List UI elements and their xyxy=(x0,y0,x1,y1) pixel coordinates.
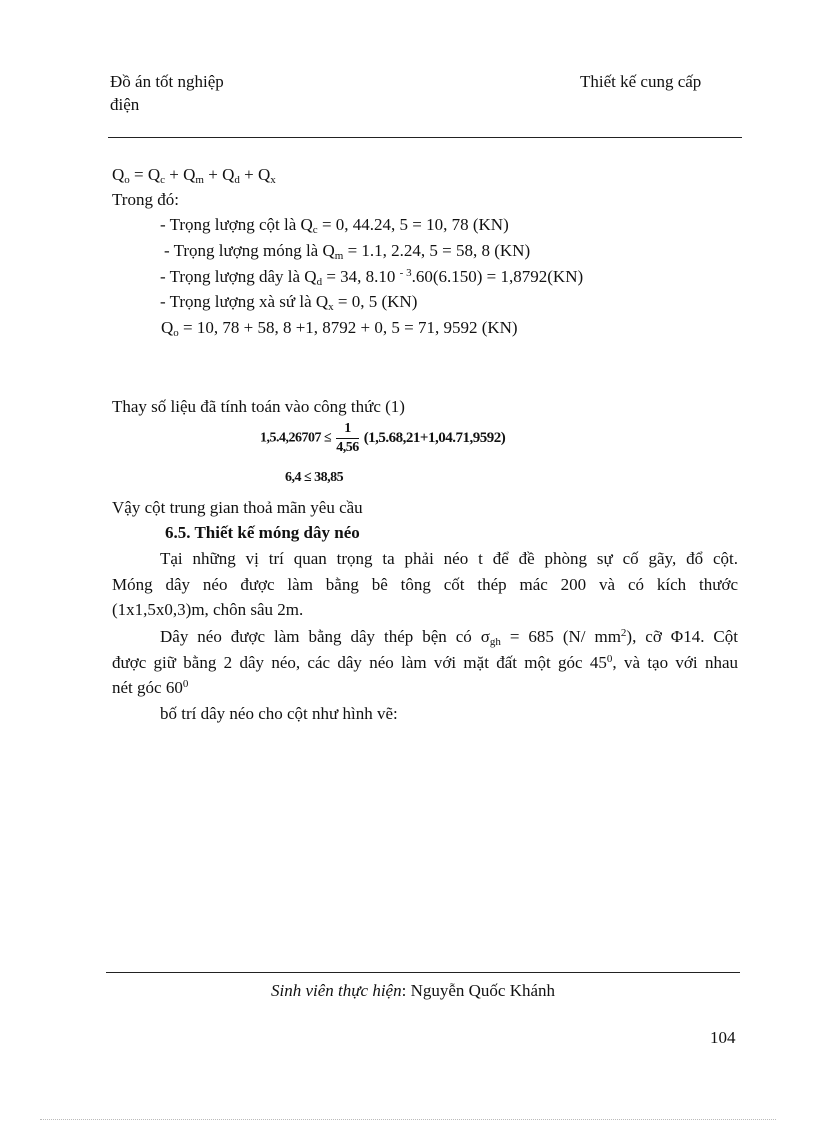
item-weight-pole: - Trọng lượng cột là $Q_c = 0$, 44.24, 5 = 10, 78 (KN) xyxy=(160,215,509,236)
substitute-text: Thay số liệu đã tính toán vào công thức (1) xyxy=(112,397,405,416)
item-weight-wire: - Trọng lượng dây là $Q_d = 34$, 8.10 $^{- 3}$.60(6.150) = 1,8792(KN) xyxy=(160,267,584,288)
para1-line1: Tại những vị trí quan trọng ta phải néo t để đề phòng sự cố gãy, đổ cột. xyxy=(160,549,738,568)
inequality-equation: 1,5.4,26707 ≤ $\frac{1}{4,56}$ (1,5.68,21+1,04.71,9592) xyxy=(260,421,506,455)
para2-line3: nét góc $60^0$ xyxy=(112,678,189,697)
para1-line2: Móng dây néo được làm bằng bê tông cốt thép mác 200 và có kích thước xyxy=(112,575,738,594)
item-weight-foundation: - Trọng lượng móng là $Q_m = 1.1$, 2.24, 5 = 58, 8 (KN) xyxy=(164,241,531,262)
inequality-result: 6,4 ≤ 38,85 xyxy=(285,470,344,485)
q0-formula: $Q_o = Q_c + Q_m + Q_d + Q_x$ xyxy=(112,165,276,186)
para1-line3: (1x1,5x0,3)m, chôn sâu 2m. xyxy=(112,600,304,619)
equation-fraction: $\frac{1}{4,56}$ xyxy=(336,421,359,455)
section-title: 6.5. Thiết kế móng dây néo xyxy=(165,523,360,542)
para2-line2: được giữ bằng 2 dây néo, các dây néo làm với mặt đất một góc $45^0$, và tạo với nhau xyxy=(112,653,738,672)
footer-author-name: : Nguyễn Quốc Khánh xyxy=(401,981,556,1000)
header-rule xyxy=(108,137,742,138)
para2-line1: Dây néo được làm bằng dây thép bện có $\sigma_{gh} = 685$ (N/ $mm^2$), cỡ Φ14. Cột xyxy=(160,627,738,648)
footer-author-label: Sinh viên thực hiện xyxy=(271,981,402,1000)
para3-text: bố trí dây néo cho cột như hình vẽ: xyxy=(160,704,398,723)
item-weight-crossarm: - Trọng lượng xà sứ là $Q_x = 0$, 5 (KN) xyxy=(160,292,418,313)
header-left-title: Đồ án tốt nghiệp xyxy=(110,72,224,91)
page-number: 104 xyxy=(710,1028,736,1047)
page-bottom-edge xyxy=(40,1119,776,1120)
header-left-continued: điện xyxy=(110,95,140,114)
footer-author xyxy=(271,981,555,1001)
header-right-title: Thiết kế cung cấp xyxy=(580,72,702,91)
footer-rule xyxy=(106,972,740,973)
conclusion-text: Vậy cột trung gian thoả mãn yêu cầu xyxy=(112,498,363,517)
intro-text: Trong đó: xyxy=(112,190,179,209)
item-total-q0: $Q_o = 10$, 78 + 58, 8 +1, 8792 + 0, 5 = 71, 9592 (KN) xyxy=(161,318,518,339)
